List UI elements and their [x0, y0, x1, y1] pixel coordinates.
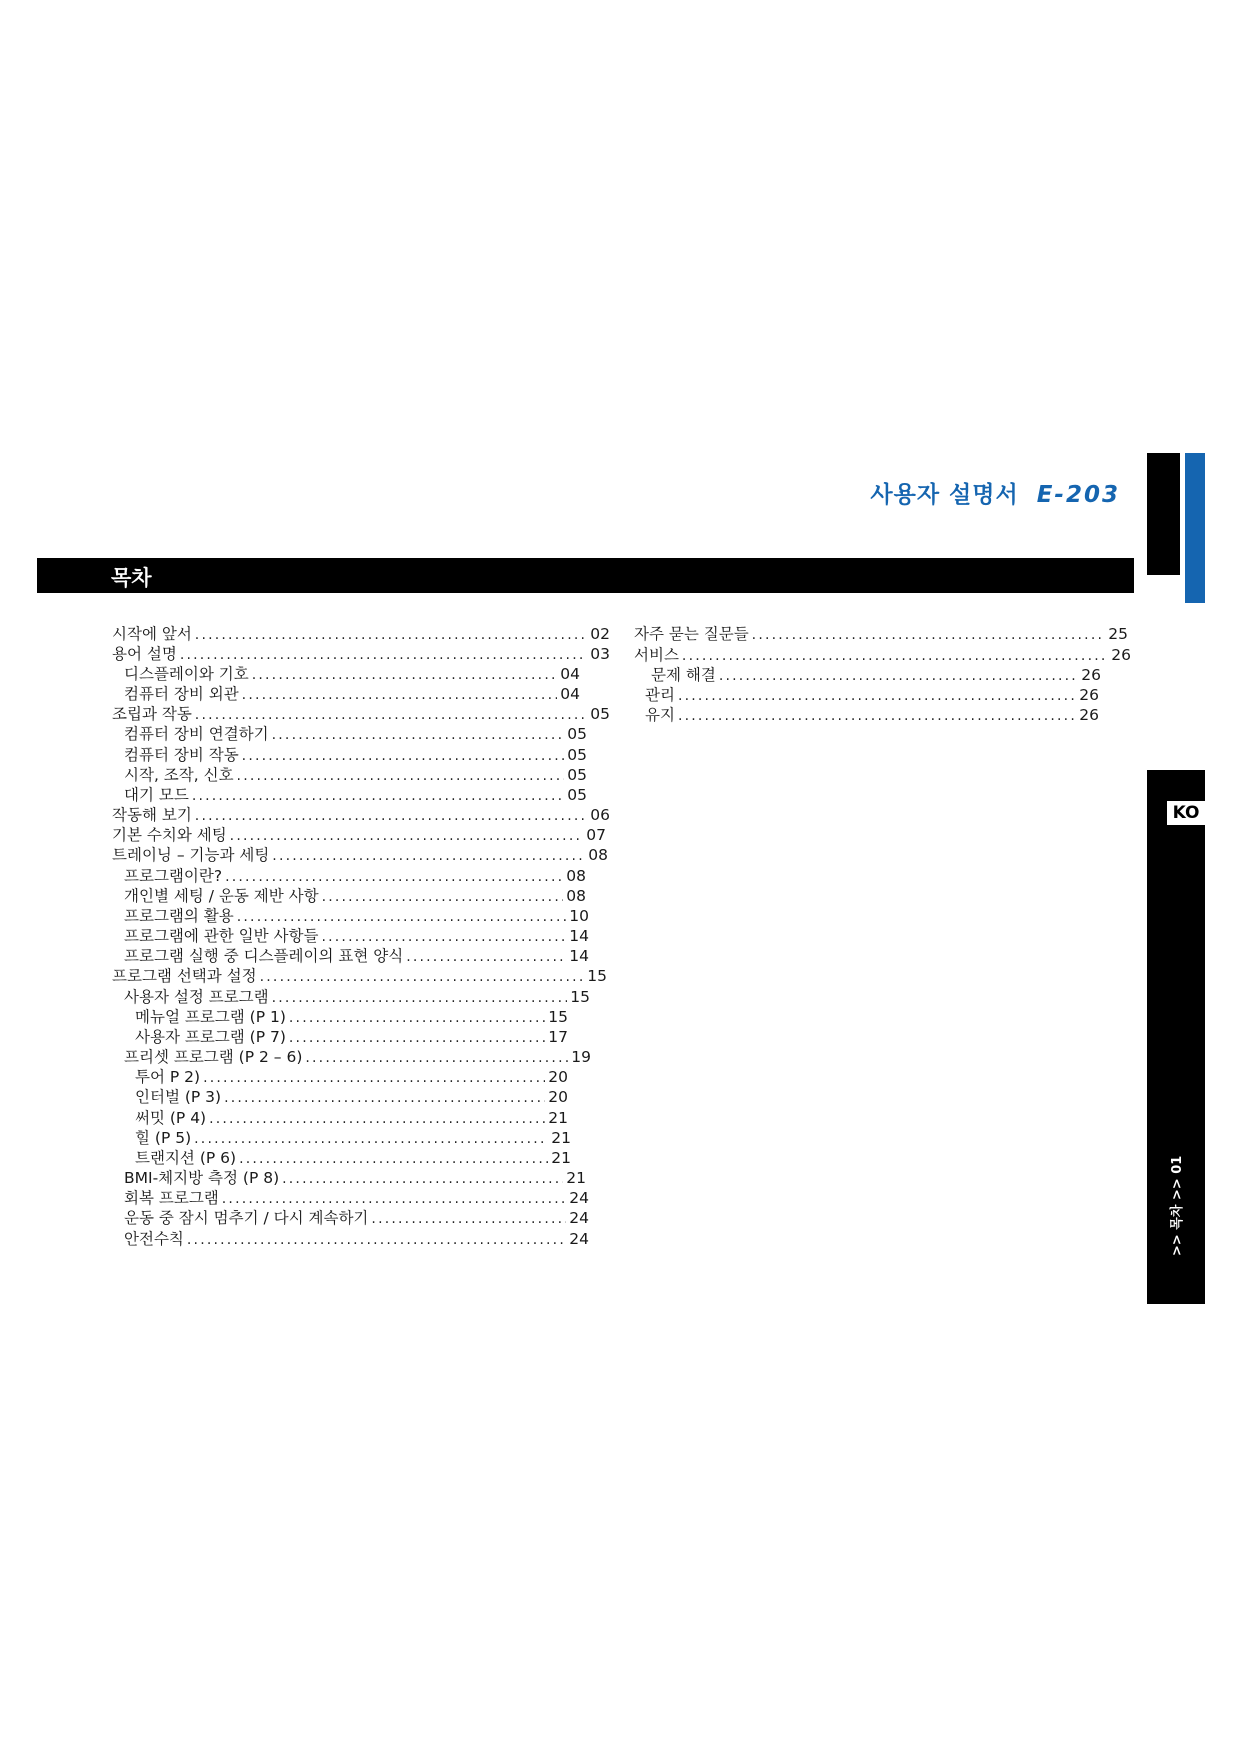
header-black-tab — [1147, 453, 1180, 575]
toc-entry-page: 19 — [571, 1048, 591, 1066]
toc-entry-page: 15 — [570, 988, 590, 1006]
header-blue-tab — [1185, 453, 1205, 603]
toc-entry-title: 써밋 (P 4) — [135, 1109, 207, 1127]
toc-entry-page: 26 — [1111, 646, 1131, 664]
toc-dot-leader — [180, 647, 587, 663]
toc-entry[interactable] — [112, 803, 610, 823]
toc-entry[interactable] — [135, 1005, 568, 1025]
toc-entry[interactable] — [124, 682, 580, 702]
toc-dot-leader — [203, 1070, 545, 1086]
toc-dot-leader — [209, 1111, 545, 1127]
toc-dot-leader — [239, 1151, 548, 1167]
toc-entry-page: 25 — [1108, 625, 1128, 643]
toc-entry-page: 20 — [548, 1068, 568, 1086]
toc-entry[interactable] — [651, 663, 1101, 683]
toc-dot-leader — [719, 668, 1078, 684]
toc-dot-leader — [225, 869, 563, 885]
toc-entry-title: 작동해 보기 — [112, 806, 192, 824]
toc-dot-leader — [682, 648, 1108, 664]
toc-entry[interactable] — [124, 884, 586, 904]
toc-dot-leader — [195, 808, 587, 824]
toc-dot-leader — [230, 828, 584, 844]
toc-entry-page: 21 — [566, 1169, 586, 1187]
side-section-label: >> 목차 >> 01 — [1170, 1155, 1185, 1256]
toc-dot-leader — [222, 1191, 567, 1207]
toc-entry[interactable] — [135, 1025, 568, 1045]
toc-dot-leader — [187, 1232, 566, 1248]
toc-entry-title: 사용자 설정 프로그램 — [124, 988, 269, 1006]
manual-title-text: 사용자 설명서 — [870, 482, 1019, 508]
toc-entry-page: 14 — [569, 947, 589, 965]
toc-entry-page: 05 — [567, 746, 587, 764]
toc-entry[interactable] — [124, 783, 587, 803]
toc-entry-title: 운동 중 잠시 멈추기 / 다시 계속하기 — [124, 1209, 369, 1227]
toc-entry-title: 안전수칙 — [124, 1230, 184, 1248]
toc-dot-leader — [282, 1171, 563, 1187]
toc-entry-page: 05 — [567, 786, 587, 804]
toc-entry-title: 프로그램의 활용 — [124, 907, 234, 925]
toc-entry[interactable] — [124, 763, 587, 783]
toc-entry-title: BMI-체지방 측정 (P 8) — [124, 1169, 280, 1187]
toc-dot-leader — [252, 667, 558, 683]
toc-entry-page: 21 — [551, 1129, 571, 1147]
toc-dot-leader — [224, 1090, 545, 1106]
toc-entry-page: 21 — [551, 1149, 571, 1167]
toc-entry-page: 26 — [1079, 686, 1099, 704]
toc-dot-leader — [237, 768, 565, 784]
toc-entry-page: 06 — [590, 806, 610, 824]
toc-entry-title: 컴퓨터 장비 작동 — [124, 746, 239, 764]
toc-entry-page: 24 — [569, 1189, 589, 1207]
toc-entry[interactable] — [124, 1206, 589, 1226]
model-number: E-203 — [1036, 482, 1120, 508]
toc-entry[interactable] — [124, 1186, 589, 1206]
toc-entry-page: 15 — [587, 967, 607, 985]
toc-dot-leader — [678, 688, 1076, 704]
toc-dot-leader — [678, 708, 1076, 724]
toc-entry-page: 24 — [569, 1230, 589, 1248]
toc-dot-leader — [371, 1211, 566, 1227]
toc-entry-title: 조립과 작동 — [112, 705, 192, 723]
toc-dot-leader — [272, 848, 585, 864]
toc-entry-page: 17 — [548, 1028, 568, 1046]
toc-entry-page: 20 — [548, 1088, 568, 1106]
toc-entry[interactable] — [124, 924, 589, 944]
toc-entry-page: 02 — [590, 625, 610, 643]
toc-entry-page: 07 — [586, 826, 606, 844]
toc-entry-title: 프로그램 선택과 설정 — [112, 967, 257, 985]
toc-dot-leader — [289, 1010, 545, 1026]
toc-entry-title: 트레이닝 – 기능과 세팅 — [112, 846, 270, 864]
toc-entry-page: 04 — [560, 685, 580, 703]
toc-entry-title: 컴퓨터 장비 연결하기 — [124, 725, 269, 743]
toc-entry-title: 트랜지션 (P 6) — [135, 1149, 237, 1167]
toc-dot-leader — [192, 788, 564, 804]
toc-entry-title: 프로그램에 관한 일반 사항들 — [124, 927, 319, 945]
toc-entry-title: 기본 수치와 세팅 — [112, 826, 227, 844]
toc-dot-leader — [406, 949, 566, 965]
toc-entry-title: 프리셋 프로그램 (P 2 – 6) — [124, 1048, 303, 1066]
toc-dot-leader — [242, 748, 565, 764]
toc-entry[interactable] — [634, 643, 1131, 663]
toc-dot-leader — [272, 990, 568, 1006]
toc-dot-leader — [195, 627, 587, 643]
toc-dot-leader — [272, 727, 565, 743]
toc-entry[interactable] — [135, 1106, 568, 1126]
toc-entry-page: 08 — [566, 867, 586, 885]
toc-heading: 목차 — [111, 566, 152, 590]
toc-entry[interactable] — [112, 964, 607, 984]
toc-entry[interactable] — [135, 1085, 568, 1105]
toc-dot-leader — [321, 929, 566, 945]
toc-entry-title: 컴퓨터 장비 외관 — [124, 685, 239, 703]
toc-dot-leader — [237, 909, 567, 925]
toc-dot-leader — [322, 889, 564, 905]
toc-entry-page: 08 — [566, 887, 586, 905]
toc-entry-title: 투어 P 2) — [135, 1068, 201, 1086]
toc-entry-page: 08 — [588, 846, 608, 864]
manual-title — [870, 476, 1120, 509]
toc-entry-page: 21 — [548, 1109, 568, 1127]
toc-entry[interactable] — [112, 702, 610, 722]
toc-entry[interactable] — [135, 1126, 571, 1146]
toc-entry[interactable] — [124, 944, 589, 964]
toc-entry[interactable] — [112, 843, 608, 863]
toc-entry-title: 자주 묻는 질문들 — [634, 625, 749, 643]
toc-entry[interactable] — [124, 904, 589, 924]
toc-entry-page: 26 — [1079, 706, 1099, 724]
toc-dot-leader — [289, 1030, 545, 1046]
toc-entry[interactable] — [112, 642, 610, 662]
toc-entry[interactable] — [124, 662, 580, 682]
toc-entry-page: 05 — [567, 725, 587, 743]
toc-dot-leader — [260, 969, 585, 985]
toc-entry[interactable] — [124, 985, 590, 1005]
toc-entry[interactable] — [124, 1166, 586, 1186]
toc-entry-title: 인터벌 (P 3) — [135, 1088, 222, 1106]
toc-entry-title: 유지 — [645, 706, 675, 724]
toc-entry[interactable] — [124, 1227, 589, 1247]
toc-entry[interactable] — [135, 1146, 571, 1166]
toc-entry-page: 05 — [567, 766, 587, 784]
toc-entry-page: 04 — [560, 665, 580, 683]
toc-entry[interactable] — [634, 622, 1128, 642]
toc-entry-title: 시작, 조작, 신호 — [124, 766, 234, 784]
toc-entry[interactable] — [112, 622, 610, 642]
toc-entry-page: 10 — [569, 907, 589, 925]
toc-dot-leader — [195, 707, 587, 723]
toc-entry-title: 사용자 프로그램 (P 7) — [135, 1028, 286, 1046]
toc-entry-page: 03 — [590, 645, 610, 663]
toc-entry[interactable] — [645, 683, 1099, 703]
toc-entry-title: 프로그램이란? — [124, 867, 223, 885]
toc-entry-title: 서비스 — [634, 646, 679, 664]
language-badge: KO — [1167, 801, 1205, 825]
toc-entry-title: 시작에 앞서 — [112, 625, 192, 643]
toc-dot-leader — [194, 1131, 548, 1147]
toc-entry-title: 대기 모드 — [124, 786, 189, 804]
toc-entry-title: 프로그램 실행 중 디스플레이의 표현 양식 — [124, 947, 404, 965]
toc-banner — [37, 558, 1134, 593]
toc-entry[interactable] — [124, 743, 587, 763]
toc-dot-leader — [752, 627, 1106, 643]
toc-entry-page: 15 — [548, 1008, 568, 1026]
toc-entry[interactable] — [112, 823, 606, 843]
toc-entry[interactable] — [124, 1045, 591, 1065]
toc-entry-title: 회복 프로그램 — [124, 1189, 219, 1207]
toc-entry-title: 힐 (P 5) — [135, 1129, 192, 1147]
toc-entry-page: 05 — [590, 705, 610, 723]
toc-entry-title: 관리 — [645, 686, 675, 704]
toc-entry-title: 메뉴얼 프로그램 (P 1) — [135, 1008, 286, 1026]
toc-entry-title: 문제 해결 — [651, 666, 716, 684]
toc-entry[interactable] — [645, 703, 1099, 723]
toc-entry-title: 디스플레이와 기호 — [124, 665, 249, 683]
toc-dot-leader — [305, 1050, 568, 1066]
toc-entry[interactable] — [124, 722, 587, 742]
toc-entry-page: 24 — [569, 1209, 589, 1227]
toc-dot-leader — [242, 687, 558, 703]
toc-entry-title: 용어 설명 — [112, 645, 177, 663]
toc-entry-page: 26 — [1081, 666, 1101, 684]
toc-entry[interactable] — [124, 864, 586, 884]
toc-entry-title: 개인별 세팅 / 운동 제반 사항 — [124, 887, 319, 905]
toc-entry[interactable] — [135, 1065, 568, 1085]
toc-entry-page: 14 — [569, 927, 589, 945]
